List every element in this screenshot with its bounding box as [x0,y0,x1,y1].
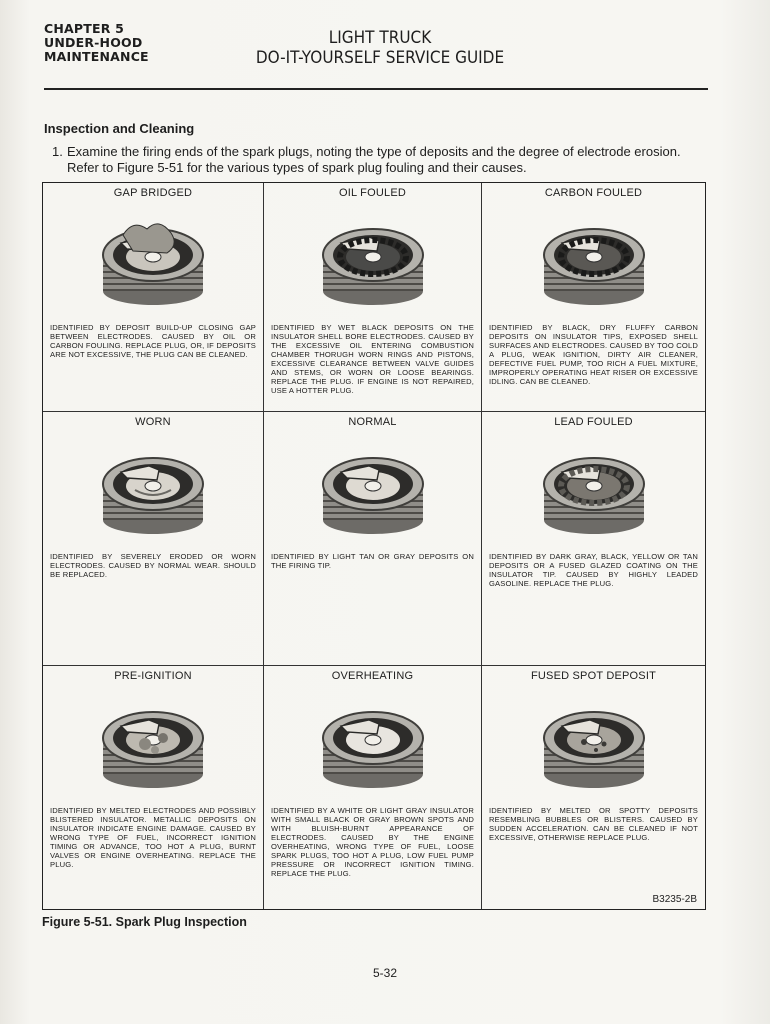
page-title [218,28,542,68]
plug-condition-description: IDENTIFIED BY DARK GRAY, BLACK, YELLOW OR TAN DEPOSITS OR A FUSED GLAZED COATING ON THE INSULATOR TIP. CAUSED BY HIGHLY LEADED GASOLINE. REPLACE THE PLUG. [489,552,698,588]
plug-condition-description: IDENTIFIED BY MELTED OR SPOTTY DEPOSITS RESEMBLING BUBBLES OR BLISTERS. CAUSED BY SUDDEN ACCELERATION. CAN BE CLEANED IF NOT EXCESSIVE, OTHERWISE REPLACE PLUG. [489,806,698,842]
spark-plug-gap-bridged-icon [97,205,209,317]
spark-plug-figure-grid [42,182,706,910]
plug-cell-gap-bridged [43,183,264,412]
chapter-line: MAINTENANCE [44,49,149,64]
plug-condition-title: FUSED SPOT DEPOSIT [530,670,657,682]
figure-code: B3235-2B [652,894,697,905]
instruction-step [52,144,692,176]
title-line: DO-IT-YOURSELF SERVICE GUIDE [255,48,505,68]
plug-cell-carbon-fouled [482,183,705,412]
plug-condition-title: WORN [135,416,171,428]
step-text: Examine the firing ends of the spark plugs, noting the type of deposits and the degree of electrode erosion. Refer to Figure 5-51 for the various types of spark plug fouling and their causes. [67,144,681,175]
spark-plug-worn-icon [97,434,209,546]
plug-condition-title: LEAD FOULED [554,416,633,428]
step-number: 1. [52,144,63,159]
chapter-line: UNDER-HOOD [44,35,143,50]
spark-plug-pre-ignition-icon [97,688,209,800]
plug-condition-title: CARBON FOULED [544,187,643,199]
figure-caption: Figure 5-51. Spark Plug Inspection [42,915,247,929]
plug-condition-description: IDENTIFIED BY BLACK, DRY FLUFFY CARBON DEPOSITS ON INSULATOR TIPS, EXPOSED SHELL SURFACES AND ELECTRODES. CAUSED BY TOO COLD A PLUG, WEAK IGNITION, DIRTY AIR CLEANER, DEFECTIVE FUEL PUMP, TOO RICH A FUEL MIXTURE, IMPROPERLY OPERATING HEAT RISER OR EXCESSIVE IDLING. CAN BE CLEANED. [489,323,698,386]
plug-condition-title: OIL FOULED [339,187,406,199]
spark-plug-carbon-fouled-icon [538,205,650,317]
spark-plug-lead-fouled-icon [538,434,650,546]
plug-cell-oil-fouled [264,183,482,412]
header-divider [44,88,708,90]
plug-condition-description: IDENTIFIED BY A WHITE OR LIGHT GRAY INSULATOR WITH SMALL BLACK OR GRAY BROWN SPOTS AND WITH BLUISH-BURNT APPEARANCE OF ELECTRODES. CAUSED BY THE ENGINE OVERHEATING, WRONG TYPE OF FUEL, LOOSE SPARK PLUGS, TOO HOT A PLUG, LOW FUEL PUMP PRESSURE OR INCORRECT IGNITION TIMING. REPLACE THE PLUG. [271,806,474,878]
title-line: LIGHT TRUCK [328,28,432,48]
spark-plug-normal-icon [317,434,429,546]
plug-cell-overheating [264,666,482,909]
spark-plug-oil-fouled-icon [317,205,429,317]
plug-cell-normal [264,412,482,666]
plug-cell-worn [43,412,264,666]
plug-condition-description: IDENTIFIED BY DEPOSIT BUILD-UP CLOSING GAP BETWEEN ELECTRODES. CAUSED BY OIL OR CARBON FOULING. REPLACE PLUG, OR, IF DEPOSITS ARE NOT EXCESSIVE, THE PLUG CAN BE CLEANED. [50,323,256,359]
plug-condition-description: IDENTIFIED BY SEVERELY ERODED OR WORN ELECTRODES. CAUSED BY NORMAL WEAR. SHOULD BE REPLACED. [50,552,256,579]
chapter-line: CHAPTER 5 [44,21,125,36]
plug-condition-description: IDENTIFIED BY WET BLACK DEPOSITS ON THE INSULATOR SHELL BORE ELECTRODES. CAUSED BY THE EXCESSIVE OIL ENTERING COMBUSTION CHAMBER THORUGH WORN RINGS AND PISTONS, EXCESSIVE CLEARANCE BETWEEN VALVE GUIDES AND STEMS, OR WORN OR LOOSE BEARINGS. REPLACE THE PLUG. IF ENGINE IS NOT REPAIRED, USE A HOTTER PLUG. [271,323,474,395]
plug-condition-title: OVERHEATING [331,670,414,682]
plug-cell-lead-fouled [482,412,705,666]
plug-condition-title: GAP BRIDGED [113,187,193,199]
section-heading: Inspection and Cleaning [44,121,195,136]
chapter-label [44,22,149,64]
plug-cell-fused-spot-deposit [482,666,705,909]
plug-condition-description: IDENTIFIED BY LIGHT TAN OR GRAY DEPOSITS ON THE FIRING TIP. [271,552,474,570]
spark-plug-fused-spot-deposit-icon [538,688,650,800]
plug-condition-description: IDENTIFIED BY MELTED ELECTRODES AND POSSIBLY BLISTERED INSULATOR. METALLIC DEPOSITS ON INSULATOR INDICATE ENGINE DAMAGE. CAUSED BY WRONG TYPE OF FUEL, INCORRECT IGNITION TIMING OR ADVANCE, TOO HOT A PLUG, BURNT VALVES OR ENGINE OVERHEATING. REPLACE THE PLUG. [50,806,256,869]
plug-cell-pre-ignition [43,666,264,909]
plug-condition-title: PRE-IGNITION [114,670,192,682]
spark-plug-overheating-icon [317,688,429,800]
page-number: 5-32 [372,966,398,980]
plug-condition-title: NORMAL [348,416,397,428]
